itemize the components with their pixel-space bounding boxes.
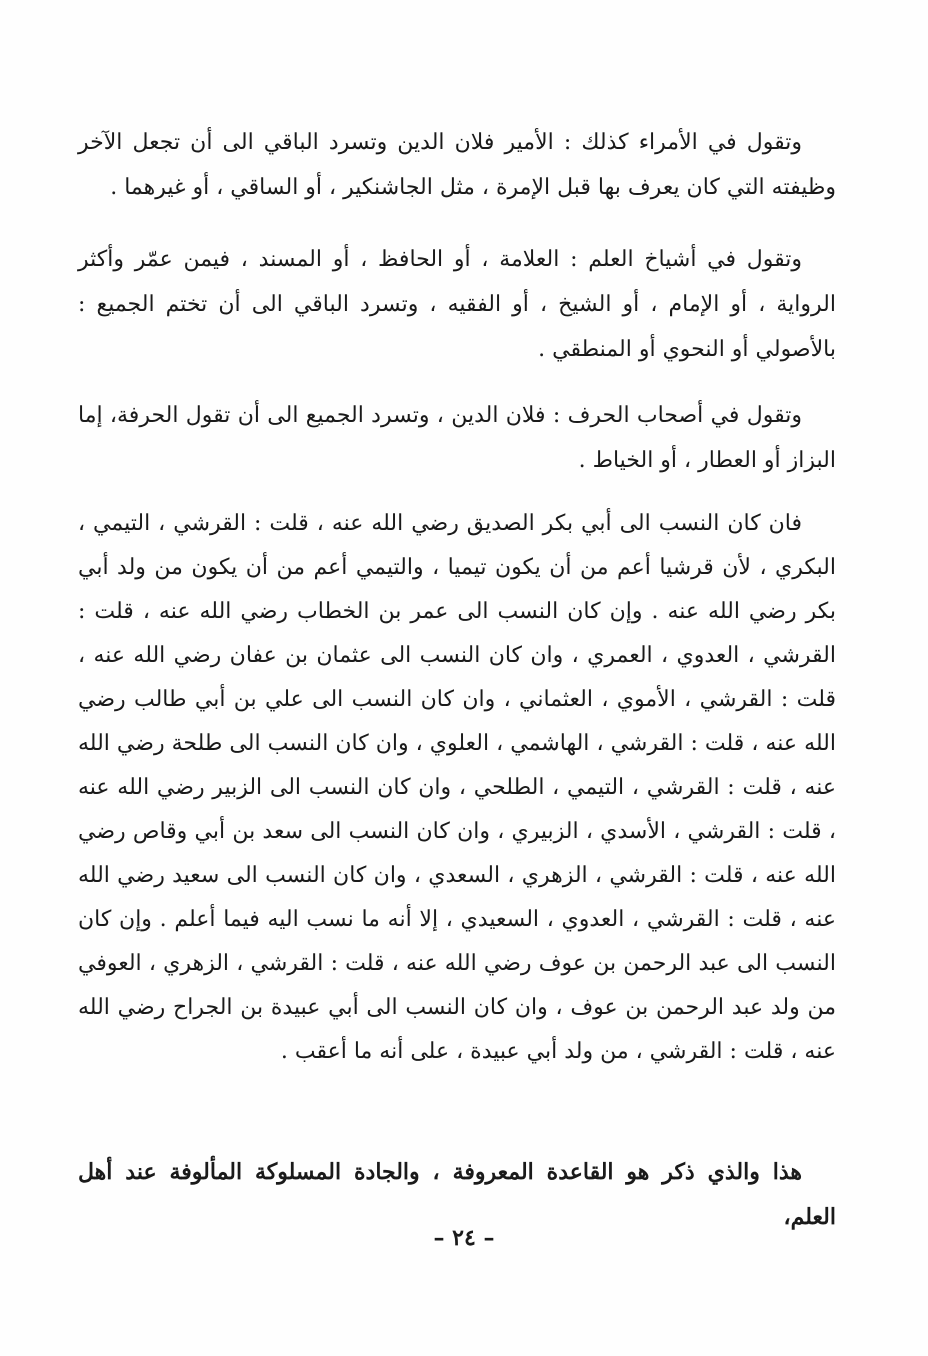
paragraph-emirs: [78, 120, 836, 210]
paragraph-text: وتقول في الأمراء كذلك : الأمير فلان الدين وتسرد الباقي الى أن تجعل الآخر وظيفته التي كان يعرف بها قبل الإمرة ، مثل الجاشنكير ، أو الساقي ، أو غيرهما .: [78, 130, 836, 200]
paragraph-text: وتقول في أصحاب الحرف : فلان الدين ، وتسرد الجميع الى أن تقول الحرفة، إما البزاز أو العطار ، أو الخياط .: [78, 403, 836, 473]
paragraph-lineage: [78, 502, 836, 1074]
paragraph-text: فان كان النسب الى أبي بكر الصديق رضي الله عنه ، قلت : القرشي ، التيمي ، البكري ، لأن قرشيا أعم من أن يكون تيميا ، والتيمي أعم من أن يكون من ولد أبي بكر رضي الله عنه . وإن كان النسب الى عمر بن الخطاب رضي الله عنه ، قلت : القرشي ، العدوي ، العمري ، وان كان النسب الى عثمان بن عفان رضي الله عنه ، قلت : القرشي ، الأموي ، العثماني ، وان كان النسب الى علي بن أبي طالب رضي الله عنه ، قلت : القرشي ، الهاشمي ، العلوي ، وان كان النسب الى طلحة رضي الله عنه ، قلت : القرشي ، التيمي ، الطلحي ، وان كان النسب الى الزبير رضي الله عنه ، قلت : القرشي ، الأسدي ، الزبيري ، وان كان النسب الى سعد بن أبي وقاص رضي الله عنه ، قلت : القرشي ، الزهري ، السعدي ، وان كان النسب الى سعيد رضي الله عنه ، قلت : القرشي ، العدوي ، السعيدي ، إلا أنه ما نسب اليه فيما أعلم . وإن كان النسب الى عبد الرحمن بن عوف رضي الله عنه ، قلت : القرشي ، الزهري ، العوفي من ولد عبد الرحمن بن عوف ، وان كان النسب الى أبي عبيدة بن الجراح رضي الله عنه ، قلت : القرشي ، من ولد أبي عبيدة ، على أنه ما أعقب .: [78, 511, 836, 1064]
paragraph-craftsmen: [78, 393, 836, 483]
paragraph-text: وتقول في أشياخ العلم : العلامة ، أو الحافظ ، أو المسند ، فيمن عمّر وأكثر الرواية ، أو الإمام ، أو الشيخ ، أو الفقيه ، وتسرد الباقي الى أن تختم الجميع : بالأصولي أو النحوي أو المنطقي .: [78, 247, 836, 362]
page-number: – ٢٤ –: [433, 1225, 495, 1251]
paragraph-scholars: [78, 237, 836, 372]
paragraph-text: هذا والذي ذكر هو القاعدة المعروفة ، والجادة المسلوكة المألوفة عند أهل العلم،: [78, 1159, 836, 1230]
